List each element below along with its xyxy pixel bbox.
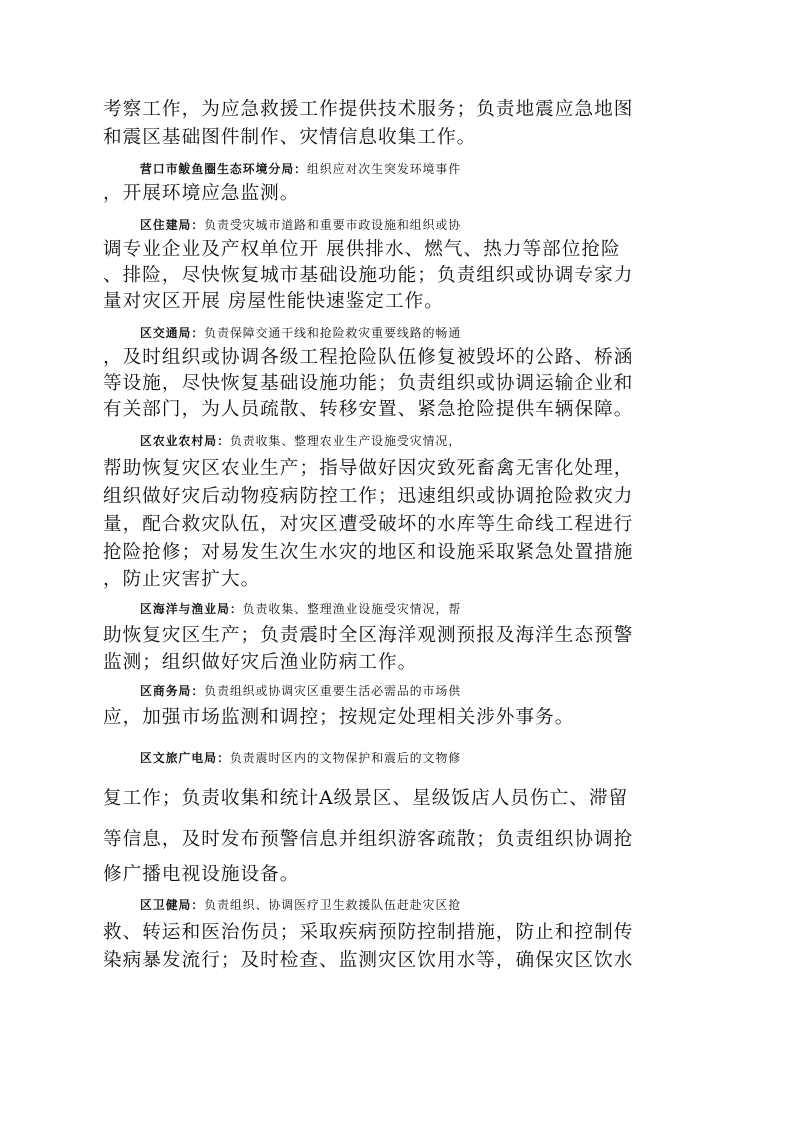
- line-text: 等信息，及时发布预警信息并组织游客疏散；负责组织协调抢: [103, 829, 634, 850]
- line-text: 考察工作，为应急救援工作提供技术服务；负责地震应急地图: [103, 99, 634, 120]
- line-text: 有关部门，为人员疏散、转移安置、紧急抢险提供车辆保障。: [103, 399, 634, 420]
- department-label: 区农业农村局：: [140, 434, 230, 448]
- text-line: [103, 457, 683, 481]
- department-label: 区住建局：: [140, 218, 205, 232]
- paragraph-heading-line: [140, 746, 720, 770]
- paragraph-heading-line: [140, 679, 720, 703]
- line-text: 等设施，尽快恢复基础设施功能；负责组织或协调运输企业和: [103, 373, 634, 394]
- text-line: [103, 651, 683, 675]
- text-line: [103, 485, 683, 509]
- line-text: 负责收集、整理农业生产设施受灾情况，: [229, 434, 462, 448]
- paragraph-heading-line: [140, 429, 720, 453]
- line-text: 抢险抢修；对易发生次生水灾的地区和设施采取紧急处置措施: [103, 542, 634, 563]
- line-text: 帮助恢复灾区农业生产；指导做好因灾致死畜禽无害化处理，: [103, 458, 634, 479]
- text-line: [103, 182, 683, 206]
- text-line: [103, 787, 683, 811]
- line-text: 量对灾区开展 房屋性能快速鉴定工作。: [103, 291, 444, 312]
- text-line: [103, 264, 683, 288]
- text-line: [103, 624, 683, 648]
- line-text: 负责组织或协调灾区重要生活必需品的市场供: [204, 684, 462, 698]
- department-label: 区海洋与渔业局：: [140, 602, 243, 616]
- paragraph-heading-line: [140, 321, 720, 345]
- line-text: 组织做好灾后动物疫病防控工作；迅速组织或协调抢险救灾力: [103, 486, 634, 507]
- text-line: [103, 372, 683, 396]
- text-line: [103, 513, 683, 537]
- text-line: [103, 346, 683, 370]
- line-text: ，开展环境应急监测。: [103, 183, 300, 204]
- text-line: [103, 398, 683, 422]
- department-label: 区卫健局：: [140, 898, 205, 912]
- line-text: 量，配合救灾队伍，对灾区遭受破坏的水库等生命线工程进行: [103, 514, 634, 535]
- text-line: [103, 290, 683, 314]
- line-text: 和震区基础图件制作、灾情信息收集工作。: [103, 127, 477, 148]
- text-line: [103, 921, 683, 945]
- line-text: 调专业企业及产权单位开 展供排水、燃气、热力等部位抢险: [103, 239, 621, 260]
- line-text: 监测；组织做好灾后渔业防病工作。: [103, 652, 418, 673]
- text-line: [103, 863, 683, 887]
- line-text: 复工作；负责收集和统计A级景区、星级饭店人员伤亡、滞留: [103, 788, 629, 809]
- line-text: 负责震时区内的文物保护和震后的文物修: [229, 751, 462, 765]
- line-text: 助恢复灾区生产；负责震时全区海洋观测预报及海洋生态预警: [103, 625, 634, 646]
- paragraph-heading-line: [140, 597, 720, 621]
- department-label: 区文旅广电局：: [140, 751, 230, 765]
- line-text: ，防止灾害扩大。: [103, 569, 261, 590]
- text-line: [103, 828, 683, 852]
- line-text: 染病暴发流行；及时检查、监测灾区饮用水等，确保灾区饮水: [103, 950, 634, 971]
- text-line: [103, 568, 683, 592]
- department-label: 区商务局：: [140, 684, 205, 698]
- line-text: 组织应对次生突发环境事件: [307, 162, 462, 176]
- line-text: 负责受灾城市道路和重要市政设施和组织或协: [204, 218, 462, 232]
- line-text: 应，加强市场监测和调控；按规定处理相关涉外事务。: [103, 707, 575, 728]
- text-line: [103, 541, 683, 565]
- department-label: 区交通局：: [140, 326, 205, 340]
- paragraph-heading-line: [140, 893, 720, 917]
- paragraph-heading-line: [140, 213, 720, 237]
- line-text: ，及时组织或协调各级工程抢险队伍修复被毁坏的公路、桥涵: [103, 347, 634, 368]
- line-text: 负责组织、协调医疗卫生救援队伍赶赴灾区抢: [204, 898, 462, 912]
- line-text: 负责收集、整理渔业设施受灾情况，帮: [242, 602, 462, 616]
- text-line: [103, 706, 683, 730]
- line-text: 救、转运和医治伤员；采取疾病预防控制措施，防止和控制传: [103, 922, 634, 943]
- line-text: 、排险，尽快恢复城市基础设施功能；负责组织或协调专家力: [103, 265, 634, 286]
- line-text: 负责保障交通干线和抢险救灾重要线路的畅通: [204, 326, 462, 340]
- paragraph-heading-line: [140, 157, 720, 181]
- text-line: [103, 949, 683, 973]
- text-line: [103, 126, 683, 150]
- line-text: 修广播电视设施设备。: [103, 864, 300, 885]
- text-line: [103, 98, 683, 122]
- text-line: [103, 238, 683, 262]
- department-label: 营口市鲅鱼圈生态环境分局：: [140, 162, 308, 176]
